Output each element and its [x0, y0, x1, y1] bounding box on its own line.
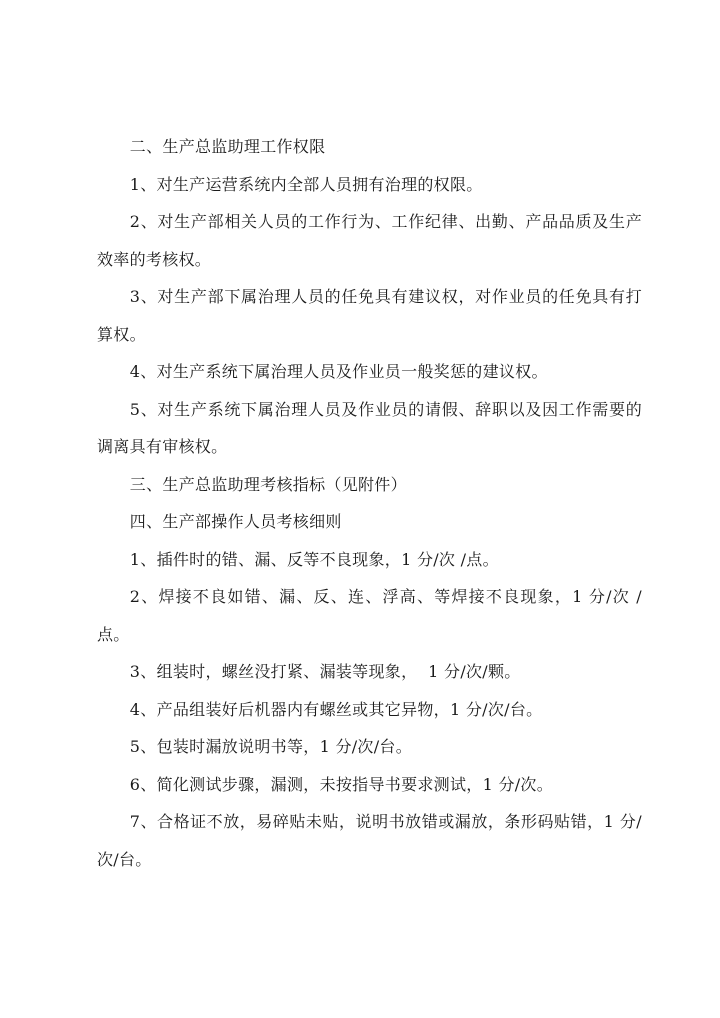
- rule-item-1: 1、插件时的错、漏、反等不良现象，1 分/次 /点。: [129, 549, 499, 569]
- authority-item-5: 5、对生产系统下属治理人员及作业员的请假、辞职以及因工作需要的调离具有审核权。: [97, 399, 642, 456]
- section-heading-3: 三、生产总监助理考核指标（见附件）: [129, 474, 407, 494]
- section-heading-2: 二、生产总监助理工作权限: [129, 137, 326, 156]
- rule-item-4: 4、产品组装好后机器内有螺丝或其它异物，1 分/次/台。: [129, 699, 543, 719]
- authority-item-4: 4、对生产系统下属治理人员及作业员一般奖惩的建议权。: [129, 362, 548, 381]
- authority-item-3: 3、对生产部下属治理人员的任免具有建议权，对作业员的任免具有打算权。: [97, 287, 642, 344]
- authority-item-2: 2、对生产部相关人员的工作行为、工作纪律、出勤、产品品质及生产效率的考核权。: [97, 212, 642, 269]
- rule-item-3: 3、组装时，螺丝没打紧、漏装等现象， 1 分/次/颗。: [129, 662, 521, 681]
- authority-item-1: 1、对生产运营系统内全部人员拥有治理的权限。: [129, 174, 483, 194]
- rule-item-6: 6、简化测试步骤，漏测，未按指导书要求测试，1 分/次。: [129, 774, 554, 794]
- rule-item-2: 2、焊接不良如错、漏、反、连、浮高、等焊接不良现象，1 分/次 /点。: [97, 587, 642, 644]
- section-heading-4: 四、生产部操作人员考核细则: [129, 512, 342, 531]
- rule-item-5: 5、包装时漏放说明书等，1 分/次/台。: [129, 737, 413, 756]
- rule-item-7: 7、合格证不放，易碎贴未贴，说明书放错或漏放，条形码贴错，1 分/次/台。: [97, 812, 642, 869]
- document-body: [97, 128, 642, 878]
